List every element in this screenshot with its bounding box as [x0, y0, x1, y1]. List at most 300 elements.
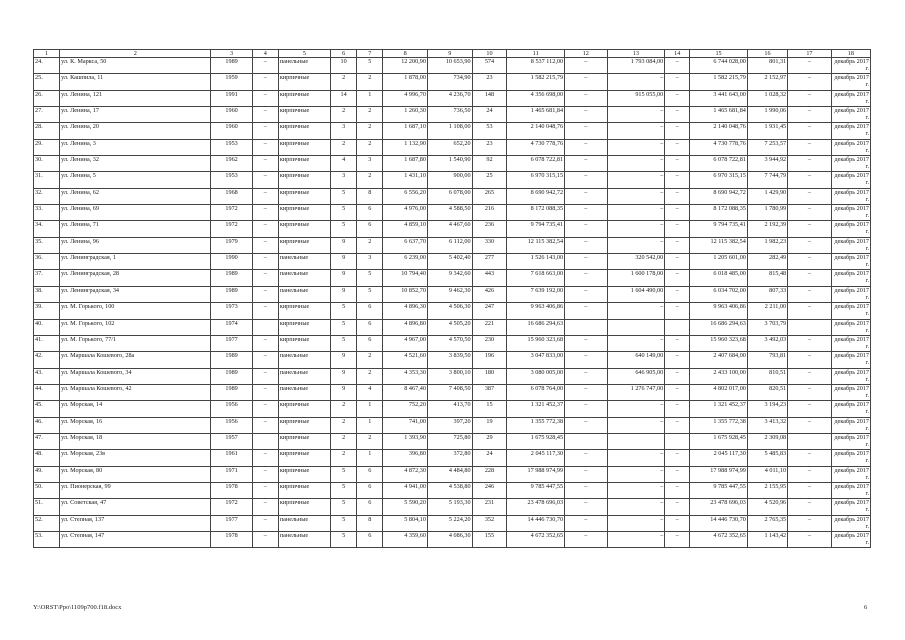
table-cell: 1 355 772,38: [690, 417, 748, 433]
table-cell: 4 356 698,00: [507, 90, 565, 106]
table-cell: 23: [472, 139, 507, 155]
column-header: 8: [383, 50, 428, 58]
table-cell: 29: [472, 433, 507, 449]
table-row: [34, 286, 871, 302]
table-cell: 2: [331, 139, 357, 155]
table-cell: –: [788, 139, 832, 155]
table-row: [34, 352, 871, 368]
table-cell: 1959: [211, 74, 252, 90]
column-header: 13: [607, 50, 665, 58]
table-cell: 32.: [34, 188, 60, 204]
table-cell: 53.: [34, 531, 60, 547]
table-cell: –: [665, 352, 690, 368]
table-cell: декабрь 2017 г.: [831, 433, 870, 449]
table-cell: 8 690 942,72: [690, 188, 748, 204]
table-cell: 3 413,32: [747, 417, 787, 433]
table-cell: 6: [357, 482, 383, 498]
table-cell: 4 859,10: [383, 221, 428, 237]
table-cell: 734,90: [427, 74, 472, 90]
table-cell: –: [788, 417, 832, 433]
table-cell: 1 540,90: [427, 156, 472, 172]
table-cell: 4: [331, 156, 357, 172]
table-cell: 5 804,10: [383, 515, 428, 531]
table-cell: 1 780,99: [747, 205, 787, 221]
table-cell: 4 011,10: [747, 466, 787, 482]
table-cell: –: [565, 90, 607, 106]
table-cell: 12 115 382,54: [690, 237, 748, 253]
table-cell: 30.: [34, 156, 60, 172]
table-cell: ул. М. Горького, 102: [60, 319, 211, 335]
table-cell: –: [607, 417, 665, 433]
table-cell: ул. Ленина, 69: [60, 205, 211, 221]
table-cell: –: [607, 139, 665, 155]
table-cell: 12 200,90: [383, 58, 428, 74]
table-cell: ул. Ленинградская, 28: [60, 270, 211, 286]
table-cell: панельные: [278, 384, 330, 400]
table-cell: –: [252, 368, 278, 384]
table-cell: –: [252, 515, 278, 531]
table-cell: кирпичные: [278, 90, 330, 106]
table-cell: 15 960 323,68: [507, 335, 565, 351]
table-cell: 6 078 722,81: [690, 156, 748, 172]
table-cell: 1953: [211, 139, 252, 155]
table-cell: декабрь 2017 г.: [831, 384, 870, 400]
table-cell: –: [607, 335, 665, 351]
table-cell: [252, 433, 278, 449]
table-cell: декабрь 2017 г.: [831, 156, 870, 172]
table-cell: декабрь 2017 г.: [831, 74, 870, 90]
column-header: 3: [211, 50, 252, 58]
table-cell: –: [665, 384, 690, 400]
table-cell: [788, 433, 832, 449]
table-cell: 39.: [34, 303, 60, 319]
table-cell: 53: [472, 123, 507, 139]
table-cell: декабрь 2017 г.: [831, 319, 870, 335]
table-cell: 652,20: [427, 139, 472, 155]
table-cell: кирпичные: [278, 499, 330, 515]
page-number: 6: [864, 604, 868, 611]
table-cell: –: [788, 107, 832, 123]
table-cell: 1989: [211, 286, 252, 302]
table-cell: ул. Ленина, 71: [60, 221, 211, 237]
table-cell: –: [788, 450, 832, 466]
table-row: [34, 221, 871, 237]
table-cell: –: [252, 123, 278, 139]
table-cell: 4 484,80: [427, 466, 472, 482]
table-cell: кирпичные: [278, 172, 330, 188]
table-cell: –: [607, 123, 665, 139]
table-cell: декабрь 2017 г.: [831, 352, 870, 368]
table-row: [34, 139, 871, 155]
table-cell: 15: [472, 401, 507, 417]
table-cell: 1 878,00: [383, 74, 428, 90]
table-cell: 2: [357, 433, 383, 449]
table-cell: ул. Маршала Кошевого, 28а: [60, 352, 211, 368]
table-cell: 23 478 696,03: [690, 499, 748, 515]
column-header: 15: [690, 50, 748, 58]
table-cell: 1957: [211, 433, 252, 449]
table-cell: 4 896,80: [383, 319, 428, 335]
table-cell: 50.: [34, 482, 60, 498]
table-cell: 6: [357, 466, 383, 482]
table-cell: 9: [331, 237, 357, 253]
table-row: [34, 368, 871, 384]
table-cell: 148: [472, 90, 507, 106]
table-cell: –: [252, 188, 278, 204]
table-cell: 6: [357, 531, 383, 547]
table-cell: –: [252, 156, 278, 172]
table-cell: –: [607, 401, 665, 417]
table-cell: 10 794,40: [383, 270, 428, 286]
table-cell: 44.: [34, 384, 60, 400]
table-cell: 3 492,03: [747, 335, 787, 351]
table-cell: кирпичные: [278, 319, 330, 335]
table-row: [34, 499, 871, 515]
column-header: 17: [788, 50, 832, 58]
table-cell: 19: [472, 417, 507, 433]
table-cell: декабрь 2017 г.: [831, 188, 870, 204]
table-row: [34, 270, 871, 286]
table-cell: 4 353,30: [383, 368, 428, 384]
table-cell: –: [252, 237, 278, 253]
table-cell: 14: [331, 90, 357, 106]
table-cell: –: [607, 107, 665, 123]
table-row: [34, 156, 871, 172]
table-cell: ул. Ленина, 20: [60, 123, 211, 139]
table-cell: –: [607, 482, 665, 498]
table-cell: 1972: [211, 499, 252, 515]
table-cell: 1968: [211, 188, 252, 204]
table-cell: 4 967,00: [383, 335, 428, 351]
table-cell: декабрь 2017 г.: [831, 482, 870, 498]
table-cell: 741,00: [383, 417, 428, 433]
table-cell: декабрь 2017 г.: [831, 254, 870, 270]
table-cell: 1991: [211, 90, 252, 106]
table-cell: 752,20: [383, 401, 428, 417]
table-cell: 4 672 352,65: [690, 531, 748, 547]
table-cell: –: [788, 531, 832, 547]
table-cell: 49.: [34, 466, 60, 482]
table-cell: –: [788, 58, 832, 74]
table-cell: –: [565, 417, 607, 433]
table-row: [34, 531, 871, 547]
table-cell: –: [565, 466, 607, 482]
table-cell: 196: [472, 352, 507, 368]
table-cell: 640 149,00: [607, 352, 665, 368]
table-cell: 52.: [34, 515, 60, 531]
table-cell: 426: [472, 286, 507, 302]
table-cell: 2 407 684,00: [690, 352, 748, 368]
table-cell: ул. М. Горького, 100: [60, 303, 211, 319]
table-cell: кирпичные: [278, 335, 330, 351]
table-cell: 247: [472, 303, 507, 319]
table-cell: 3: [331, 123, 357, 139]
table-cell: 1 793 084,00: [607, 58, 665, 74]
table-cell: 236: [472, 221, 507, 237]
table-cell: 265: [472, 188, 507, 204]
table-cell: 5: [357, 58, 383, 74]
table-cell: 4 506,30: [427, 303, 472, 319]
table-cell: –: [252, 90, 278, 106]
table-cell: 16 686 294,63: [507, 319, 565, 335]
document-page: [33, 49, 871, 548]
table-cell: 4 896,30: [383, 303, 428, 319]
table-cell: 10 852,70: [383, 286, 428, 302]
table-cell: 4 802 017,00: [690, 384, 748, 400]
table-body: [34, 50, 871, 548]
table-cell: –: [788, 205, 832, 221]
table-cell: 413,70: [427, 401, 472, 417]
table-cell: 25.: [34, 74, 60, 90]
table-cell: 24: [472, 450, 507, 466]
table-cell: 23: [472, 74, 507, 90]
table-cell: ул. Степная, 147: [60, 531, 211, 547]
table-cell: –: [607, 303, 665, 319]
table-cell: [607, 319, 665, 335]
table-cell: –: [607, 74, 665, 90]
table-cell: 352: [472, 515, 507, 531]
table-cell: –: [788, 335, 832, 351]
table-cell: ул. Морская, 23в: [60, 450, 211, 466]
table-cell: 1 321 452,37: [507, 401, 565, 417]
table-cell: 6: [357, 319, 383, 335]
table-cell: –: [788, 482, 832, 498]
table-cell: 25: [472, 172, 507, 188]
table-cell: –: [665, 335, 690, 351]
table-cell: декабрь 2017 г.: [831, 286, 870, 302]
table-cell: 92: [472, 156, 507, 172]
table-cell: [252, 319, 278, 335]
table-cell: ул. Советская, 47: [60, 499, 211, 515]
table-cell: –: [565, 352, 607, 368]
table-cell: –: [788, 368, 832, 384]
table-cell: –: [665, 499, 690, 515]
table-cell: 1989: [211, 58, 252, 74]
table-cell: 4 996,70: [383, 90, 428, 106]
table-cell: 47.: [34, 433, 60, 449]
table-cell: 9: [331, 270, 357, 286]
table-cell: кирпичные: [278, 417, 330, 433]
table-cell: –: [565, 58, 607, 74]
table-cell: 14 446 730,70: [690, 515, 748, 531]
table-cell: 6: [357, 335, 383, 351]
table-cell: кирпичные: [278, 482, 330, 498]
table-cell: 9 785 447,55: [690, 482, 748, 498]
table-cell: 2 155,95: [747, 482, 787, 498]
table-cell: 1 990,06: [747, 107, 787, 123]
table-cell: ул. Ленина, 17: [60, 107, 211, 123]
table-cell: 3: [331, 172, 357, 188]
table-cell: –: [252, 482, 278, 498]
table-cell: 1960: [211, 107, 252, 123]
table-cell: –: [565, 499, 607, 515]
table-cell: –: [788, 221, 832, 237]
table-cell: 8: [357, 188, 383, 204]
table-cell: 1 604 490,00: [607, 286, 665, 302]
table-cell: 5 485,83: [747, 450, 787, 466]
table-cell: кирпичные: [278, 466, 330, 482]
table-cell: 5: [331, 188, 357, 204]
table-cell: –: [565, 286, 607, 302]
table-cell: 4 521,60: [383, 352, 428, 368]
table-row: [34, 254, 871, 270]
table-cell: 736,50: [427, 107, 472, 123]
table-cell: –: [607, 499, 665, 515]
table-cell: 1 465 681,84: [690, 107, 748, 123]
table-cell: –: [565, 107, 607, 123]
table-cell: –: [665, 531, 690, 547]
table-cell: ул. М. Горького, 77/1: [60, 335, 211, 351]
table-row: [34, 319, 871, 335]
table-row: [34, 450, 871, 466]
table-cell: 1 687,80: [383, 156, 428, 172]
table-cell: 4 359,60: [383, 531, 428, 547]
table-cell: –: [665, 368, 690, 384]
table-cell: 574: [472, 58, 507, 74]
table-cell: –: [665, 401, 690, 417]
table-cell: ул. Маршала Кошевого, 42: [60, 384, 211, 400]
table-cell: 10 653,90: [427, 58, 472, 74]
table-cell: –: [665, 205, 690, 221]
table-cell: 26.: [34, 90, 60, 106]
table-cell: –: [788, 466, 832, 482]
column-header: 18: [831, 50, 870, 58]
table-cell: 1 465 681,84: [507, 107, 565, 123]
table-cell: 2 309,08: [747, 433, 787, 449]
table-cell: 10: [331, 58, 357, 74]
table-cell: 6: [357, 303, 383, 319]
table-cell: 4 872,30: [383, 466, 428, 482]
table-row: [34, 417, 871, 433]
table-cell: кирпичные: [278, 450, 330, 466]
table-cell: –: [788, 270, 832, 286]
table-cell: 9 785 447,55: [507, 482, 565, 498]
table-cell: 9: [331, 368, 357, 384]
table-row: [34, 433, 871, 449]
table-cell: декабрь 2017 г.: [831, 205, 870, 221]
table-cell: 230: [472, 335, 507, 351]
table-cell: –: [607, 466, 665, 482]
table-cell: 228: [472, 466, 507, 482]
table-cell: –: [252, 466, 278, 482]
table-cell: 1 526 143,00: [507, 254, 565, 270]
table-cell: 42.: [34, 352, 60, 368]
table-cell: 2 140 048,76: [507, 123, 565, 139]
column-header: 4: [252, 50, 278, 58]
table-cell: ул. Морская, 18: [60, 433, 211, 449]
table-cell: кирпичные: [278, 401, 330, 417]
table-cell: 1 355 772,38: [507, 417, 565, 433]
table-row: [34, 335, 871, 351]
table-cell: панельные: [278, 286, 330, 302]
table-cell: –: [788, 156, 832, 172]
table-cell: 4: [357, 384, 383, 400]
table-cell: 17 988 974,99: [507, 466, 565, 482]
table-cell: 1 982,23: [747, 237, 787, 253]
table-cell: 8 537 112,00: [507, 58, 565, 74]
table-cell: декабрь 2017 г.: [831, 335, 870, 351]
table-cell: 5: [331, 531, 357, 547]
table-cell: 35.: [34, 237, 60, 253]
table-cell: 27.: [34, 107, 60, 123]
table-cell: –: [565, 205, 607, 221]
table-cell: 41.: [34, 335, 60, 351]
table-cell: 807,33: [747, 286, 787, 302]
table-cell: 12 115 382,54: [507, 237, 565, 253]
file-path: Y:\ORST\Ppo\1109p700.f18.docx: [33, 604, 122, 611]
table-cell: декабрь 2017 г.: [831, 401, 870, 417]
table-cell: 4 467,60: [427, 221, 472, 237]
table-cell: декабрь 2017 г.: [831, 303, 870, 319]
table-cell: –: [665, 221, 690, 237]
table-cell: ул. Ленина, 121: [60, 90, 211, 106]
table-cell: 2: [357, 237, 383, 253]
table-cell: 820,51: [747, 384, 787, 400]
table-row: [34, 237, 871, 253]
table-cell: 4 086,30: [427, 531, 472, 547]
table-cell: –: [665, 270, 690, 286]
table-cell: –: [665, 237, 690, 253]
table-cell: 6 034 702,00: [690, 286, 748, 302]
table-cell: 43.: [34, 368, 60, 384]
table-cell: кирпичные: [278, 156, 330, 172]
table-cell: 443: [472, 270, 507, 286]
table-cell: 2 211,00: [747, 303, 787, 319]
table-row: [34, 515, 871, 531]
table-cell: –: [607, 515, 665, 531]
table-row: [34, 303, 871, 319]
table-cell: –: [665, 74, 690, 90]
table-cell: –: [565, 188, 607, 204]
table-cell: –: [788, 237, 832, 253]
table-cell: 3 080 005,00: [507, 368, 565, 384]
table-cell: 6 970 315,15: [507, 172, 565, 188]
table-cell: 28.: [34, 123, 60, 139]
table-cell: 1974: [211, 319, 252, 335]
table-cell: –: [252, 335, 278, 351]
table-cell: –: [565, 384, 607, 400]
table-cell: –: [788, 352, 832, 368]
table-cell: –: [788, 499, 832, 515]
table-cell: –: [788, 172, 832, 188]
table-cell: 915 055,00: [607, 90, 665, 106]
table-cell: –: [565, 450, 607, 466]
table-cell: [565, 319, 607, 335]
table-row: [34, 482, 871, 498]
table-cell: 5 402,40: [427, 254, 472, 270]
table-cell: 1 600 178,00: [607, 270, 665, 286]
table-cell: 246: [472, 482, 507, 498]
table-cell: –: [565, 221, 607, 237]
table-cell: 221: [472, 319, 507, 335]
table-cell: 4 941,00: [383, 482, 428, 498]
table-cell: декабрь 2017 г.: [831, 123, 870, 139]
table-cell: 1 675 928,45: [690, 433, 748, 449]
table-cell: ул. Ленинградская, 1: [60, 254, 211, 270]
table-cell: 5 193,30: [427, 499, 472, 515]
table-cell: 1: [357, 417, 383, 433]
table-row: [34, 205, 871, 221]
table-cell: ул. Ленинградская, 34: [60, 286, 211, 302]
table-cell: 5: [331, 515, 357, 531]
table-cell: –: [607, 237, 665, 253]
table-cell: 4 730 778,76: [690, 139, 748, 155]
table-cell: –: [252, 74, 278, 90]
table-cell: 6 744 028,00: [690, 58, 748, 74]
table-row: [34, 172, 871, 188]
table-cell: –: [252, 384, 278, 400]
table-cell: декабрь 2017 г.: [831, 368, 870, 384]
